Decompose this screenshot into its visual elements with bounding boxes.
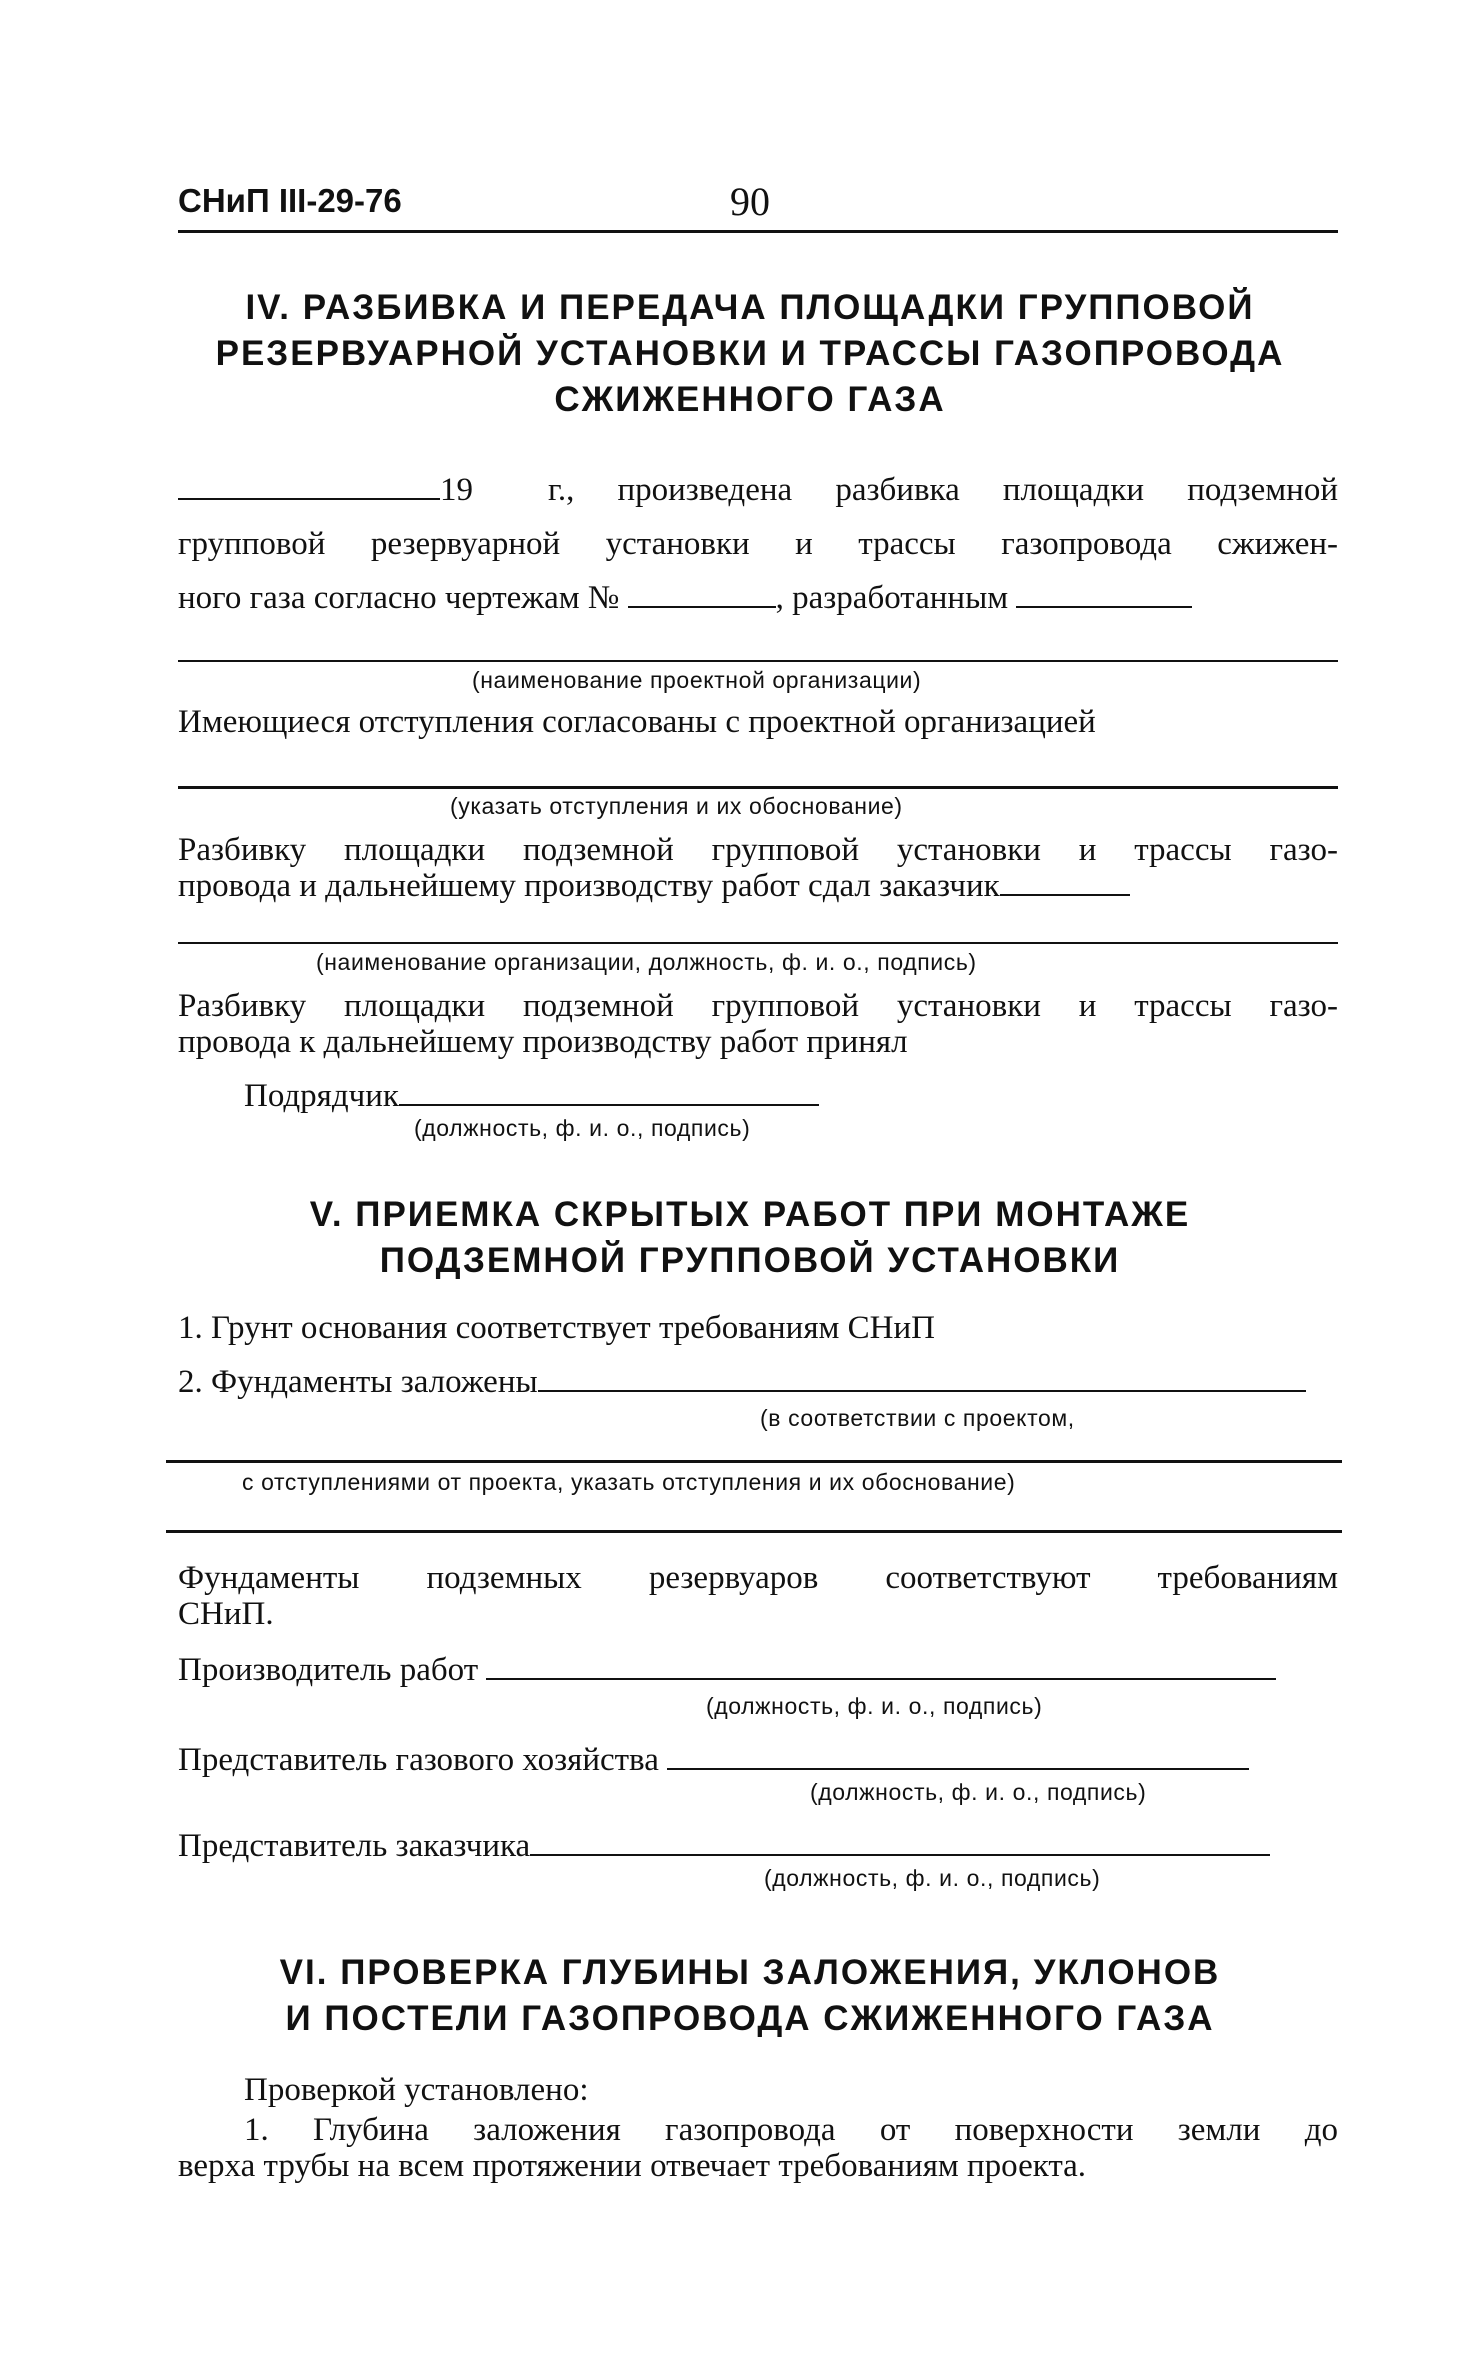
document-code: СНиП III-29-76 [178,182,402,219]
org-name-rule[interactable] [178,660,1338,662]
item2-rule[interactable] [166,1460,1342,1463]
caption-org: (наименование проектной организации) [472,667,922,693]
works-producer-label: Производитель работ [178,1652,479,1688]
caption-gas-rep: (должность, ф. и. о., подпись) [810,1779,1147,1805]
drawings-label: ного газа согласно чертежам № [178,580,620,616]
item2-rule-2[interactable] [166,1530,1342,1533]
caption-item2-a: (в соответствии с проектом, [760,1405,1075,1431]
gas-rep-line [178,1740,1338,1780]
accept-line2: провода к дальнейшему производству работ принял [178,1024,908,1060]
page-header [178,179,1338,236]
deviations-rule[interactable] [178,786,1338,789]
caption-customer-rep: (должность, ф. и. о., подпись) [764,1865,1101,1891]
caption-handover: (наименование организации, должность, ф. и. о., подпись) [316,949,977,975]
customer-rep-blank[interactable] [530,1826,1270,1856]
customer-rep-label: Представитель заказчика [178,1828,531,1864]
heading-line: IV. РАЗБИВКА И ПЕРЕДАЧА ПЛОЩАДКИ ГРУППОВОЙ [245,288,1255,327]
date-line [178,470,473,510]
accept-line1: Разбивку площадки подземной групповой установки и трассы газо- [178,988,1338,1024]
section-4-heading [160,285,1340,423]
caption-works-producer: (должность, ф. и. о., подпись) [706,1693,1043,1719]
section6-item1-line2: верха трубы на всем протяжении отвечает требованиям проекта. [178,2148,1087,2184]
foundations-blank[interactable] [538,1362,1306,1392]
section-5-heading [160,1192,1340,1284]
drawing-number-blank[interactable] [628,578,776,608]
caption-contractor: (должность, ф. и. о., подпись) [414,1115,751,1141]
item2-label: 2. Фундаменты заложены [178,1364,538,1400]
developed-by-label: , разработанным [775,580,1009,616]
heading-line: ПОДЗЕМНОЙ ГРУППОВОЙ УСТАНОВКИ [379,1241,1121,1280]
customer-blank[interactable] [1000,866,1130,896]
heading-line: И ПОСТЕЛИ ГАЗОПРОВОДА СЖИЖЕННОГО ГАЗА [285,1999,1215,2038]
works-producer-line [178,1650,1338,1690]
heading-line: V. ПРИЕМКА СКРЫТЫХ РАБОТ ПРИ МОНТАЖЕ [309,1195,1191,1234]
handover-rule[interactable] [178,942,1338,944]
page-number: 90 [730,179,770,224]
p1-line2: групповой резервуарной установки и трассы газопровода сжижен- [178,526,1338,562]
p1-line1-rest: г., произведена разбивка площадки подземной [548,472,1338,508]
contractor-line [244,1076,819,1116]
deviations-text: Имеющиеся отступления согласованы с проектной организацией [178,704,1096,740]
handover-line2 [178,866,1338,906]
section5-item1: 1. Грунт основания соответствует требованиям СНиП [178,1310,935,1346]
customer-rep-line [178,1826,1338,1866]
foundations-line2: СНиП. [178,1596,274,1632]
section6-item1-line1: 1. Глубина заложения газопровода от поверхности земли до [244,2112,1338,2148]
date-blank[interactable] [178,470,440,500]
handover-line1: Разбивку площадки подземной групповой установки и трассы газо- [178,832,1338,868]
heading-line: VI. ПРОВЕРКА ГЛУБИНЫ ЗАЛОЖЕНИЯ, УКЛОНОВ [279,1953,1221,1992]
year-prefix: 19 [440,472,473,508]
gas-rep-blank[interactable] [667,1740,1249,1770]
contractor-blank[interactable] [399,1076,819,1106]
contractor-label: Подрядчик [244,1078,399,1114]
heading-line: РЕЗЕРВУАРНОЙ УСТАНОВКИ И ТРАССЫ ГАЗОПРОВОДА [215,334,1285,373]
works-producer-blank[interactable] [486,1650,1276,1680]
caption-item2-b: с отступлениями от проекта, указать отступления и их обоснование) [242,1469,1016,1495]
header-rule [178,230,1338,233]
handover-text: провода и дальнейшему производству работ сдал заказчик [178,868,1000,904]
caption-deviations: (указать отступления и их обоснование) [450,793,903,819]
heading-line: СЖИЖЕННОГО ГАЗА [554,380,946,419]
section6-intro: Проверкой установлено: [244,2072,589,2108]
gas-rep-label: Представитель газового хозяйства [178,1742,659,1778]
section5-item2 [178,1362,1338,1402]
p1-line3 [178,578,1338,618]
section-6-heading [160,1950,1340,2042]
foundations-line1: Фундаменты подземных резервуаров соответствуют требованиям [178,1560,1338,1596]
developer-blank[interactable] [1016,578,1192,608]
